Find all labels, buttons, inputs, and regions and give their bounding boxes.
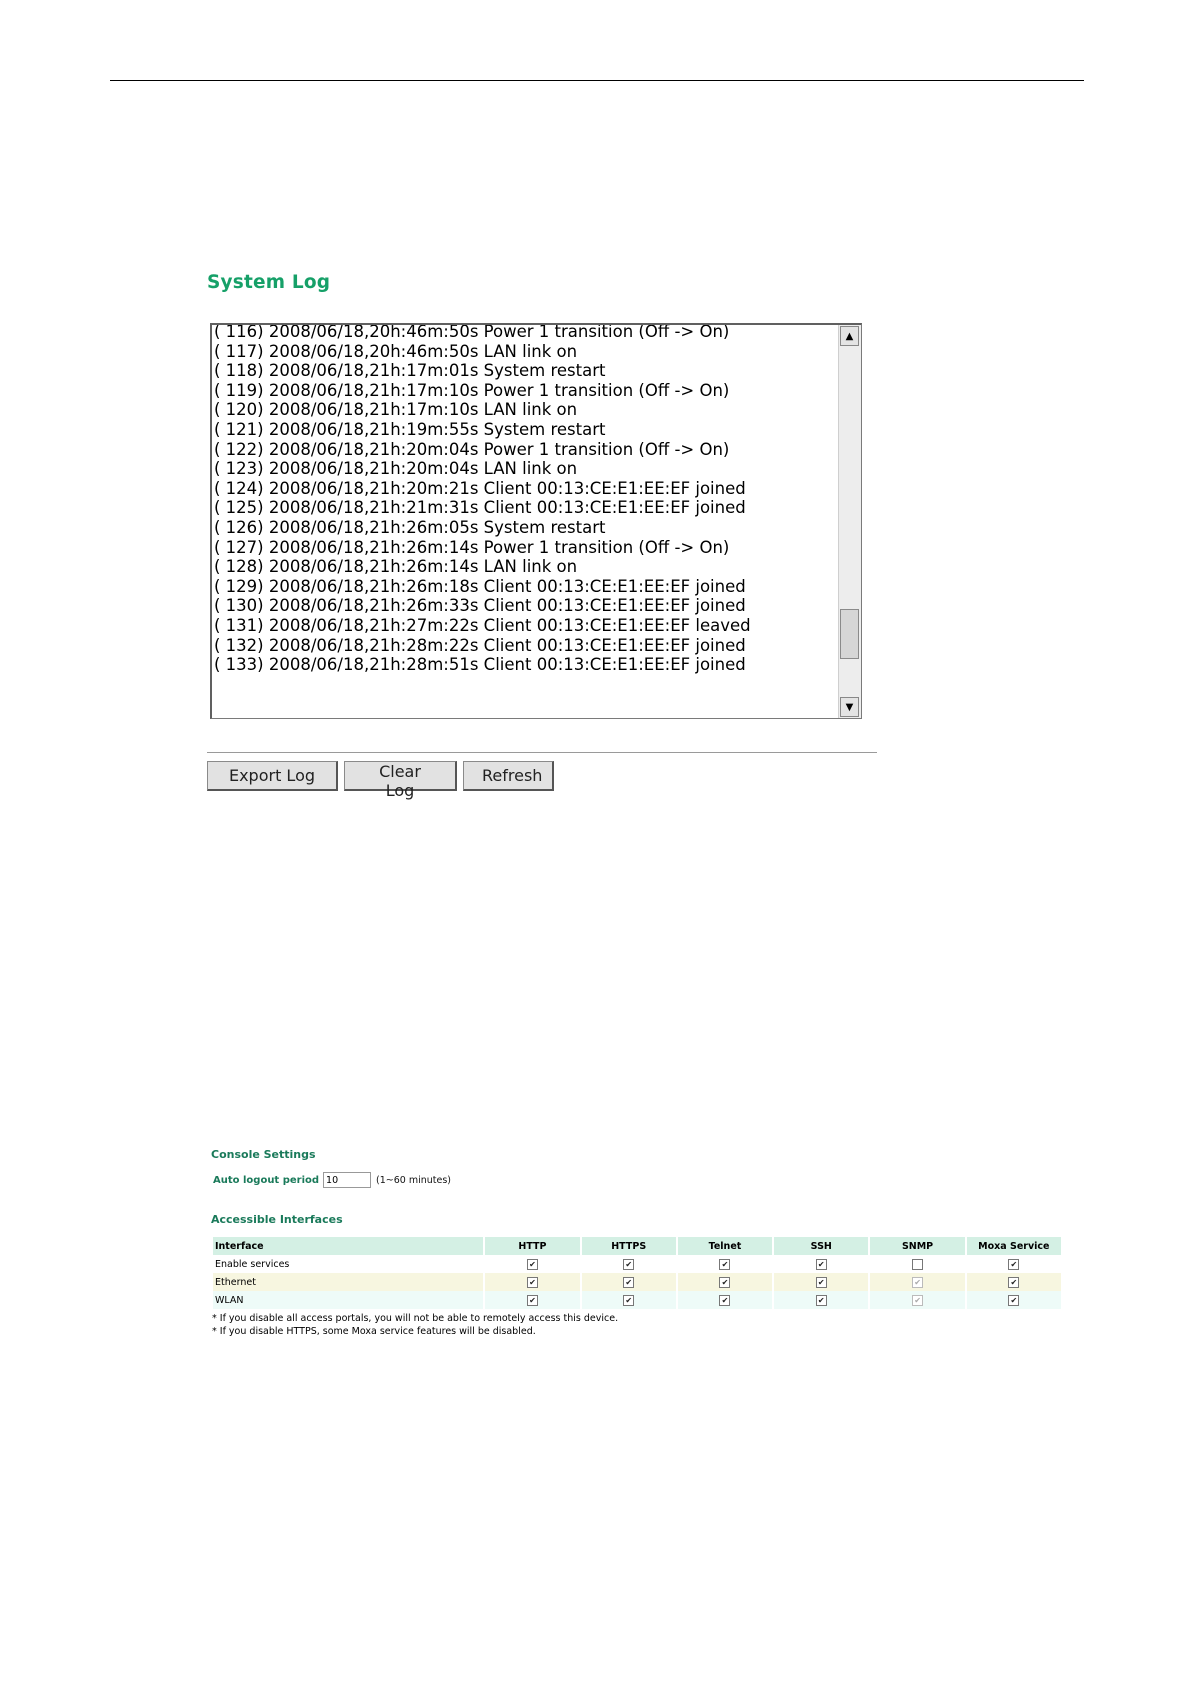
log-line: ( 129) 2008/06/18,21h:26m:18s Client 00:13:CE:E1:EE:EF joined (214, 576, 746, 596)
unchecked-checkbox[interactable] (912, 1259, 923, 1270)
interface-name-cell: WLAN (213, 1291, 483, 1309)
checkbox-cell (967, 1273, 1061, 1291)
checked-checkbox[interactable]: ✔ (527, 1277, 538, 1288)
auto-logout-label: Auto logout period (213, 1174, 320, 1186)
table-row (213, 1255, 1061, 1273)
checkbox-cell (678, 1273, 772, 1291)
checked-checkbox[interactable]: ✔ (719, 1295, 730, 1306)
column-header: Moxa Service (967, 1237, 1061, 1255)
column-header: Telnet (678, 1237, 772, 1255)
checked-checkbox[interactable]: ✔ (1008, 1277, 1019, 1288)
table-header-row (213, 1237, 1061, 1255)
column-header: SNMP (870, 1237, 964, 1255)
console-settings-title: Console Settings (211, 1148, 316, 1161)
interface-name-cell: Ethernet (213, 1273, 483, 1291)
log-line: ( 124) 2008/06/18,21h:20m:21s Client 00:13:CE:E1:EE:EF joined (214, 478, 746, 498)
log-line: ( 116) 2008/06/18,20h:46m:50s Power 1 transition (Off -> On) (214, 323, 730, 341)
note-line: * If you disable HTTPS, some Moxa service features will be disabled. (212, 1326, 536, 1337)
system-log-textarea[interactable] (210, 323, 862, 719)
checkbox-cell (582, 1291, 676, 1309)
column-header: HTTPS (582, 1237, 676, 1255)
log-line: ( 117) 2008/06/18,20h:46m:50s LAN link on (214, 341, 578, 361)
log-lines (214, 323, 837, 675)
system-log-title: System Log (207, 272, 331, 293)
export-log-button[interactable]: Export Log (207, 761, 338, 791)
column-header: SSH (774, 1237, 868, 1255)
log-line: ( 130) 2008/06/18,21h:26m:33s Client 00:13:CE:E1:EE:EF joined (214, 596, 746, 616)
log-line: ( 126) 2008/06/18,21h:26m:05s System restart (214, 517, 606, 537)
checkbox-cell (870, 1255, 964, 1273)
checked-checkbox: ✔ (912, 1295, 923, 1306)
checkbox-cell (485, 1273, 579, 1291)
page-top-rule (110, 80, 1084, 81)
checkbox-cell (774, 1255, 868, 1273)
checked-checkbox[interactable]: ✔ (527, 1295, 538, 1306)
log-scrollbar[interactable] (838, 325, 861, 718)
log-line: ( 127) 2008/06/18,21h:26m:14s Power 1 transition (Off -> On) (214, 537, 730, 557)
interface-name-cell: Enable services (213, 1255, 483, 1273)
log-line: ( 120) 2008/06/18,21h:17m:10s LAN link on (214, 400, 578, 420)
log-line: ( 122) 2008/06/18,21h:20m:04s Power 1 transition (Off -> On) (214, 439, 730, 459)
checkbox-cell (870, 1291, 964, 1309)
log-line: ( 119) 2008/06/18,21h:17m:10s Power 1 transition (Off -> On) (214, 380, 730, 400)
log-line: ( 123) 2008/06/18,21h:20m:04s LAN link on (214, 459, 578, 479)
scroll-up-arrow-icon[interactable]: ▲ (840, 326, 859, 346)
checked-checkbox[interactable]: ✔ (1008, 1295, 1019, 1306)
note-line: * If you disable all access portals, you will not be able to remotely access this device. (212, 1313, 619, 1324)
interface-notes (212, 1312, 618, 1338)
checked-checkbox[interactable]: ✔ (623, 1295, 634, 1306)
column-header: Interface (213, 1237, 483, 1255)
checkbox-cell (774, 1291, 868, 1309)
checkbox-cell (967, 1291, 1061, 1309)
checkbox-cell (678, 1291, 772, 1309)
log-line: ( 131) 2008/06/18,21h:27m:22s Client 00:13:CE:E1:EE:EF leaved (214, 615, 751, 635)
accessible-interfaces-title: Accessible Interfaces (211, 1213, 343, 1226)
auto-logout-input[interactable] (323, 1172, 371, 1188)
checked-checkbox[interactable]: ✔ (719, 1277, 730, 1288)
refresh-button[interactable]: Refresh (463, 761, 554, 791)
checked-checkbox[interactable]: ✔ (816, 1295, 827, 1306)
checked-checkbox[interactable]: ✔ (816, 1277, 827, 1288)
checked-checkbox[interactable]: ✔ (527, 1259, 538, 1270)
log-line: ( 125) 2008/06/18,21h:21m:31s Client 00:13:CE:E1:EE:EF joined (214, 498, 746, 518)
scroll-down-arrow-icon[interactable]: ▼ (840, 697, 859, 717)
checked-checkbox[interactable]: ✔ (623, 1277, 634, 1288)
clear-log-button[interactable]: Clear Log (344, 761, 457, 791)
scrollbar-thumb[interactable] (840, 609, 859, 659)
checkbox-cell (774, 1273, 868, 1291)
checkbox-cell (582, 1255, 676, 1273)
checkbox-cell (967, 1255, 1061, 1273)
column-header: HTTP (485, 1237, 579, 1255)
checked-checkbox[interactable]: ✔ (816, 1259, 827, 1270)
checked-checkbox[interactable]: ✔ (719, 1259, 730, 1270)
checkbox-cell (582, 1273, 676, 1291)
checkbox-cell (485, 1291, 579, 1309)
checked-checkbox: ✔ (912, 1277, 923, 1288)
log-divider (207, 752, 877, 753)
log-line: ( 121) 2008/06/18,21h:19m:55s System restart (214, 419, 606, 439)
log-line: ( 128) 2008/06/18,21h:26m:14s LAN link on (214, 557, 578, 577)
accessible-interfaces-table (211, 1237, 1063, 1309)
checkbox-cell (485, 1255, 579, 1273)
log-line: ( 118) 2008/06/18,21h:17m:01s System restart (214, 361, 606, 381)
checked-checkbox[interactable]: ✔ (1008, 1259, 1019, 1270)
log-line: ( 132) 2008/06/18,21h:28m:22s Client 00:13:CE:E1:EE:EF joined (214, 635, 746, 655)
table-row (213, 1291, 1061, 1309)
log-button-bar (207, 761, 554, 800)
table-row (213, 1273, 1061, 1291)
checkbox-cell (678, 1255, 772, 1273)
log-line: ( 133) 2008/06/18,21h:28m:51s Client 00:13:CE:E1:EE:EF joined (214, 655, 746, 675)
auto-logout-row (213, 1172, 451, 1188)
checkbox-cell (870, 1273, 964, 1291)
checked-checkbox[interactable]: ✔ (623, 1259, 634, 1270)
auto-logout-range: (1~60 minutes) (376, 1174, 452, 1186)
